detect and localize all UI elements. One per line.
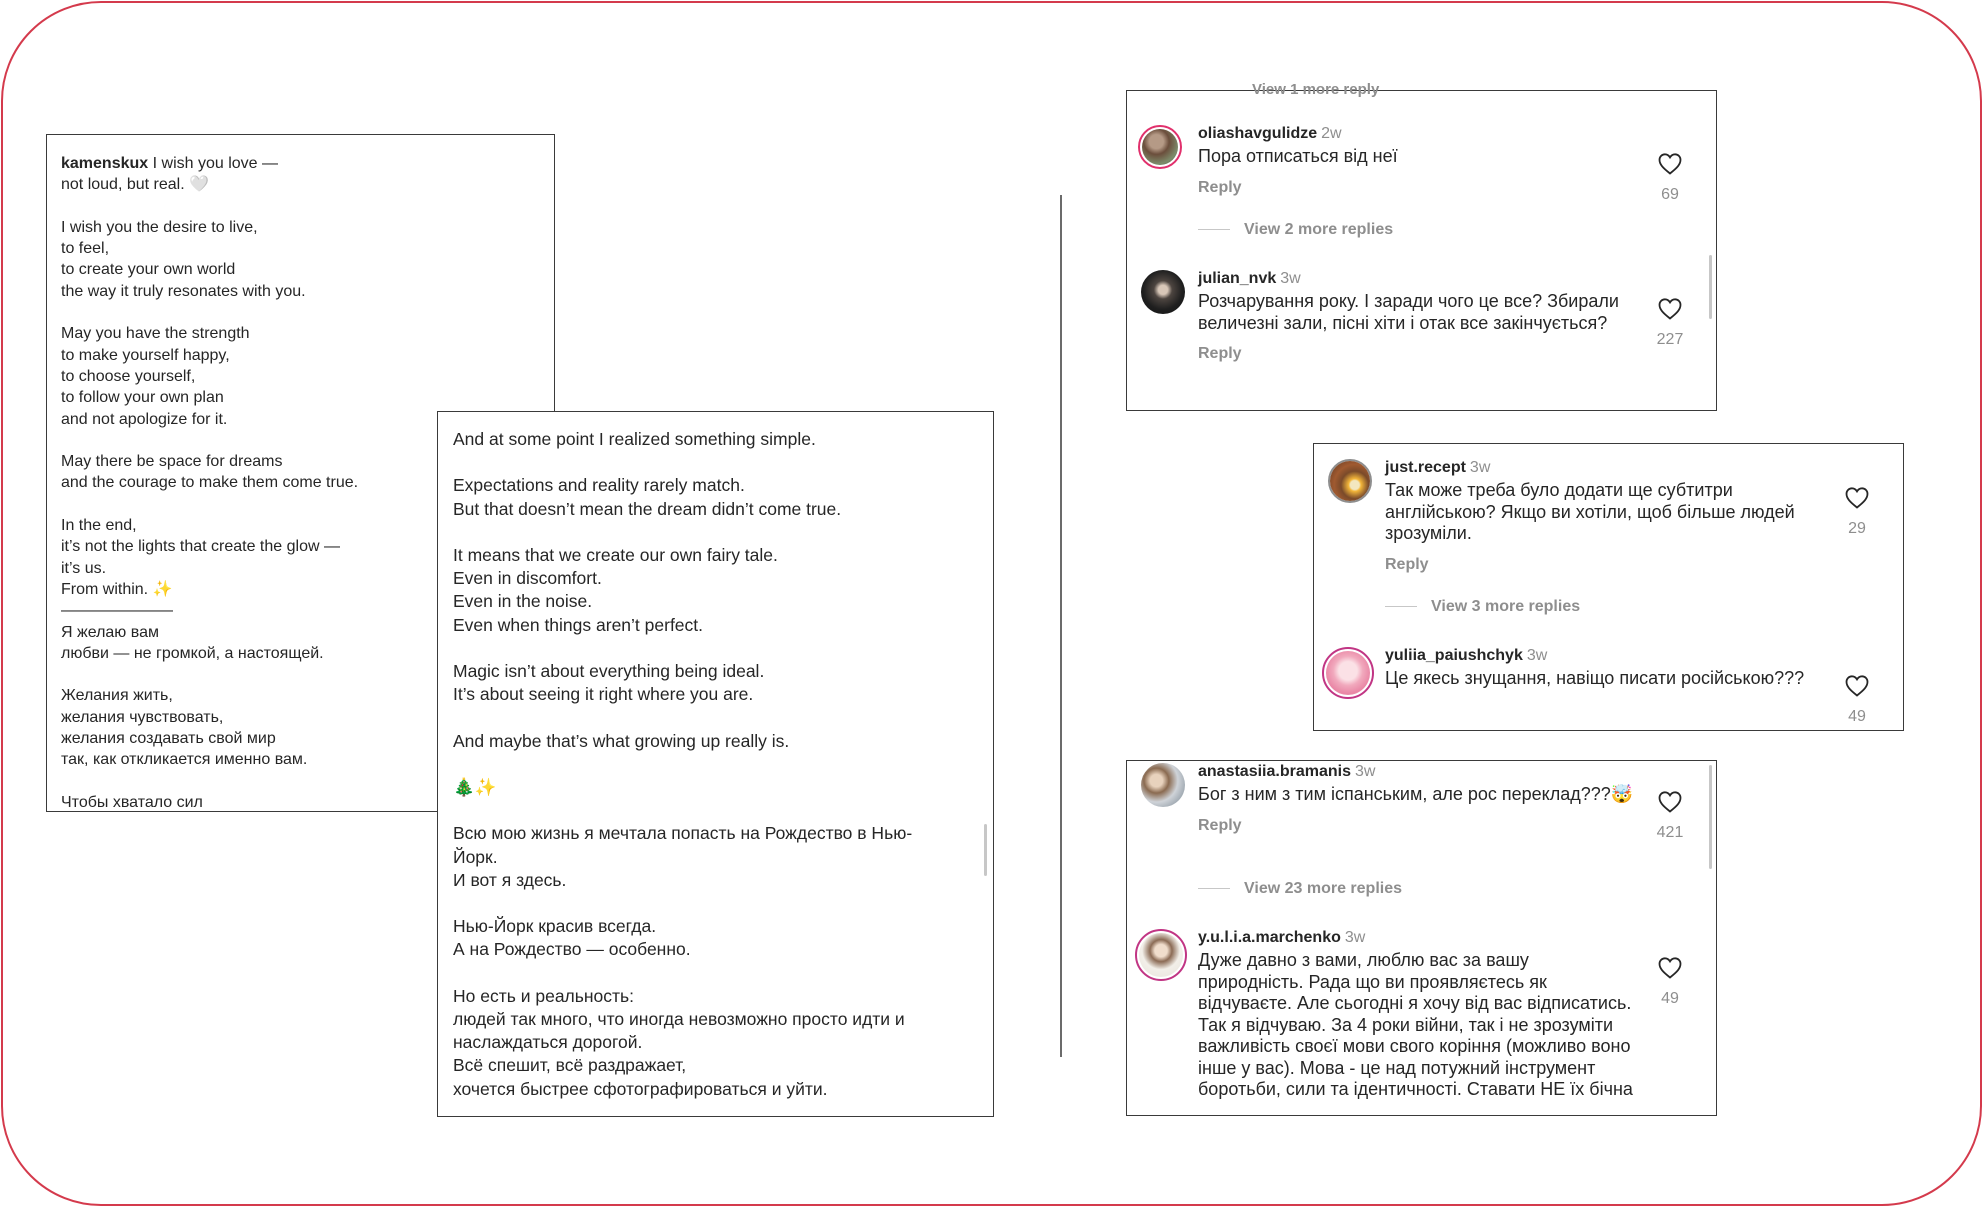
avatar[interactable] (1141, 763, 1185, 807)
caption-line (453, 637, 978, 660)
caption-line: А на Рождество — особенно. (453, 939, 691, 960)
caption-line (61, 302, 540, 323)
comment-username[interactable]: just.recept 3w (1385, 459, 1491, 476)
like-count: 49 (1848, 708, 1866, 725)
comments-panel-2 (1313, 443, 1904, 731)
caption-line (453, 799, 978, 822)
scrollbar[interactable] (1709, 765, 1712, 869)
comment-time: 3w (1469, 459, 1491, 476)
caption-line-text: it’s not the lights that create the glow — (61, 538, 340, 556)
comment-time: 2w (1321, 125, 1342, 142)
caption-line: Even in discomfort. (453, 568, 602, 589)
caption-line (61, 196, 540, 217)
view-more-replies-cut[interactable]: View 1 more reply (1252, 81, 1380, 98)
caption-line-text: I wish you the desire to live, (61, 218, 258, 236)
caption-line (61, 345, 540, 366)
comment-text: Бог з ним з тим іспанським, але рос переклад???🤯 (1198, 784, 1634, 804)
heart-icon (1845, 487, 1869, 509)
caption-line: Всю мою жизнь я мечтала попасть на Рождество в Нью- (453, 823, 913, 844)
caption-line-text: not loud, but real. 🤍 (61, 176, 210, 194)
caption-line-text: так, как откликается именно вам. (61, 751, 308, 769)
scrollbar[interactable] (984, 824, 987, 876)
caption-line (61, 238, 540, 259)
comment-text: Це якесь знущання, навіщо писати російською??? (1385, 668, 1805, 688)
comment-username[interactable]: oliashavgulidze 2w (1198, 125, 1342, 142)
caption-line-text: Чтобы хватало сил (61, 793, 203, 811)
caption-line-text: May you have the strength (61, 325, 250, 343)
caption-line (453, 451, 978, 474)
comment-text: Так може треба було додати ще субтитри англійською? Якщо ви хотіли, щоб більше людей зрозуміли. (1385, 480, 1795, 543)
divider (1060, 195, 1062, 1057)
reply-button[interactable]: Reply (1198, 178, 1242, 196)
caption-line-text: Я желаю вам (61, 623, 159, 641)
avatar[interactable] (1322, 647, 1374, 699)
like-count: 49 (1661, 990, 1679, 1007)
like-button[interactable] (1650, 153, 1690, 204)
caption-username[interactable]: kamenskux (61, 155, 149, 172)
comment-time: 3w (1526, 647, 1548, 664)
caption-line (453, 962, 978, 985)
caption-line: Even in the noise. (453, 591, 593, 612)
comments-panel-1 (1126, 81, 1717, 411)
caption-line-text: to create your own world (61, 261, 236, 279)
caption-line: Magic isn’t about everything being ideal. (453, 660, 765, 681)
heart-icon (1658, 153, 1682, 175)
comments-panel-3 (1126, 760, 1717, 1116)
like-count: 227 (1656, 331, 1684, 348)
caption-line: Йорк. (453, 846, 498, 867)
like-button[interactable] (1650, 791, 1690, 842)
caption-line: 🎄✨ (453, 776, 497, 797)
view-more-replies[interactable]: View 3 more replies (1385, 598, 1580, 616)
caption-line: It’s about seeing it right where you are. (453, 684, 754, 705)
avatar[interactable] (1328, 459, 1372, 503)
view-more-replies[interactable]: View 23 more replies (1198, 880, 1402, 898)
caption-line: Expectations and reality rarely match. (453, 475, 745, 496)
caption-line (61, 281, 540, 302)
comment-username[interactable]: yuliia_paiushchyk 3w (1385, 647, 1548, 664)
caption-line: хочется быстрее сфотографироваться и уйти. (453, 1078, 828, 1099)
caption-line-text: I wish you love — (152, 155, 279, 172)
comment-username[interactable]: julian_nvk 3w (1198, 270, 1301, 287)
reply-button[interactable]: Reply (1198, 345, 1242, 362)
caption-line-text: From within. ✨ (61, 580, 173, 598)
avatar[interactable] (1138, 125, 1182, 169)
caption-line (61, 174, 540, 195)
like-count: 421 (1656, 824, 1684, 841)
caption-line: But that doesn’t mean the dream didn’t come true. (453, 498, 842, 519)
comment-text: Розчарування року. І заради чого це все? Збирали величезні зали, пісні хіти і отак все закінчується? (1198, 291, 1619, 333)
caption-line: Even when things aren’t perfect. (453, 614, 704, 635)
comment-time: 3w (1354, 763, 1376, 780)
reply-button[interactable]: Reply (1198, 816, 1242, 834)
caption-line (453, 706, 978, 729)
caption-text (438, 412, 993, 1101)
comment-time: 3w (1344, 929, 1366, 946)
like-count: 29 (1848, 520, 1866, 537)
caption-line-text: the way it truly resonates with you. (61, 282, 306, 300)
like-count: 69 (1661, 186, 1679, 203)
heart-icon (1658, 957, 1682, 979)
caption-line (61, 387, 540, 408)
like-button[interactable] (1650, 957, 1690, 1008)
heart-icon (1658, 791, 1682, 813)
caption-line: людей так много, что иногда невозможно просто идти и (453, 1008, 905, 1029)
caption-line: It means that we create our own fairy tale. (453, 544, 778, 565)
caption-line-text: and not apologize for it. (61, 410, 228, 428)
like-button[interactable] (1837, 675, 1877, 726)
caption-line: наслаждаться дорогой. (453, 1032, 643, 1053)
caption-line (453, 753, 978, 776)
caption-line (61, 259, 540, 280)
comment-text: Дуже давно з вами, люблю вас за вашу природність. Рада що ви проявляєтесь як відчуваєте. Але сьогодні я хочу від вас відписатись. Так я відчуваю. За 4 роки війни, так і не зрозуміти важливість своєї мови свого коріння (можливо воно інше у вас). Мова - це над потужний інструмент боротьби, сили та ідентичності. Ставати НЕ їх бічна (1198, 950, 1633, 1099)
caption-line-text: and the courage to make them come true. (61, 474, 359, 492)
caption-line-text: May there be space for dreams (61, 453, 283, 471)
caption-line (61, 153, 540, 174)
caption-line (61, 217, 540, 238)
caption-line: Всё спешит, всё раздражает, (453, 1055, 687, 1076)
caption-line-text: to feel, (61, 240, 110, 258)
caption-line-text: it’s us. (61, 559, 107, 577)
heart-icon (1845, 675, 1869, 697)
caption-line: And maybe that’s what growing up really is. (453, 730, 790, 751)
caption-line (61, 323, 540, 344)
caption-line: Но есть и реальность: (453, 985, 635, 1006)
caption-line: И вот я здесь. (453, 869, 567, 890)
like-button[interactable] (1837, 487, 1877, 538)
avatar[interactable] (1141, 270, 1185, 314)
caption-line-text: to follow your own plan (61, 389, 224, 407)
caption-line-text: In the end, (61, 517, 137, 535)
caption-line: Нью-Йорк красив всегда. (453, 916, 657, 937)
caption-line-text: желания чувствовать, (61, 708, 224, 726)
caption-line-text: to choose yourself, (61, 367, 196, 385)
reply-button[interactable]: Reply (1385, 555, 1429, 573)
caption-line-text: Желания жить, (61, 687, 173, 705)
caption-line-text: желания создавать свой мир (61, 730, 276, 748)
caption-panel-2 (437, 411, 994, 1117)
scrollbar[interactable] (1709, 255, 1712, 319)
caption-line-text: любви — не громкой, а настоящей. (61, 644, 324, 662)
caption-line (61, 366, 540, 387)
caption-line: And at some point I realized something simple. (453, 429, 816, 449)
avatar[interactable] (1135, 929, 1187, 981)
comment-text: Пора отписаться від неї (1198, 146, 1398, 166)
like-button[interactable] (1650, 298, 1690, 349)
caption-line-text: to make yourself happy, (61, 346, 230, 364)
view-more-replies[interactable]: View 2 more replies (1198, 221, 1393, 239)
comment-username[interactable]: y.u.l.i.a.marchenko 3w (1198, 929, 1366, 946)
comment-time: 3w (1280, 270, 1301, 287)
heart-icon (1658, 298, 1682, 320)
caption-line (453, 521, 978, 544)
comment-username[interactable]: anastasiia.bramanis 3w (1198, 763, 1376, 780)
caption-line (453, 892, 978, 915)
caption-line-text: ——————— (61, 602, 173, 620)
